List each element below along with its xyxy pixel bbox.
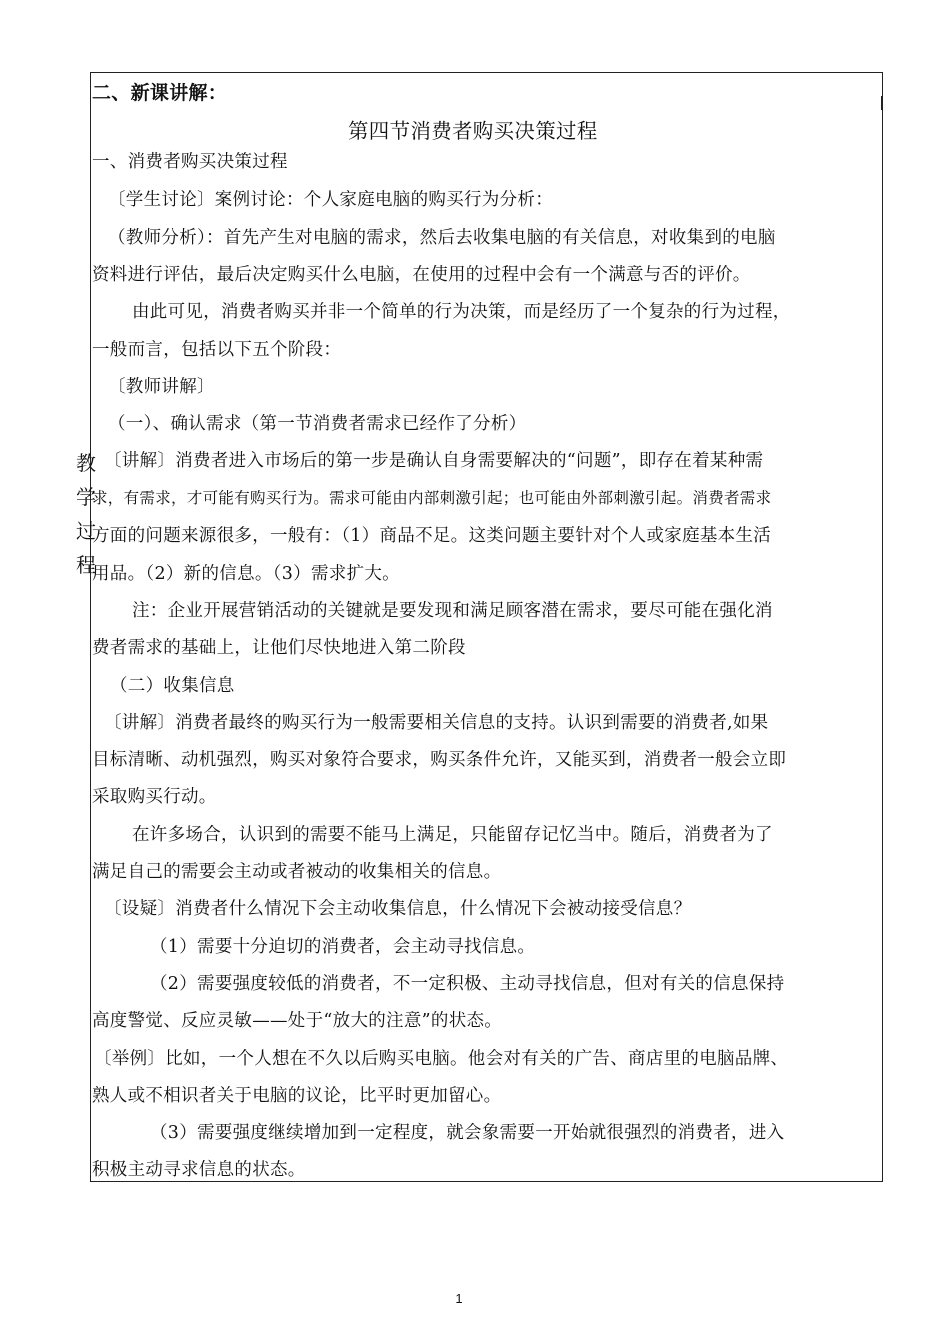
- section-heading: 二、新课讲解：: [92, 82, 228, 104]
- paragraph-line: （二）收集信息: [110, 676, 235, 696]
- paragraph-line: 〔举例〕比如，一个人想在不久以后购买电脑。他会对有关的广告、商店里的电脑品牌、: [94, 1049, 789, 1069]
- subheading: 一、消费者购买决策过程: [92, 152, 288, 172]
- paragraph-line: （1）需要十分迫切的消费者，会主动寻找信息。: [150, 937, 536, 957]
- paragraph-line: 〔学生讨论〕案例讨论：个人家庭电脑的购买行为分析：: [108, 190, 553, 210]
- paragraph-line: 资料进行评估，最后决定购买什么电脑，在使用的过程中会有一个满意与否的评价。: [92, 265, 751, 285]
- table-edge-mark: [881, 96, 883, 110]
- paragraph-line: 费者需求的基础上，让他们尽快地进入第二阶段: [92, 638, 466, 658]
- side-char: 程: [76, 553, 96, 577]
- paragraph-line: （一）、确认需求（第一节消费者需求已经作了分析）: [108, 414, 527, 434]
- paragraph-line: 方面的问题来源很多，一般有：（1）商品不足。这类问题主要针对个人或家庭基本生活: [92, 526, 772, 546]
- paragraph-line: 〔设疑〕消费者什么情况下会主动收集信息，什么情况下会被动接受信息？: [104, 899, 692, 919]
- side-char: 过: [76, 519, 96, 543]
- paragraph-line: 〔讲解〕消费者进入市场后的第一步是确认自身需要解决的“问题”，即存在着某种需: [104, 451, 764, 471]
- paragraph-line: 满足自己的需要会主动或者被动的收集相关的信息。: [92, 862, 502, 882]
- paragraph-line: 由此可见，消费者购买并非一个简单的行为决策，而是经历了一个复杂的行为过程，: [132, 302, 791, 322]
- paragraph-line: 用品。（2）新的信息。（3）需求扩大。: [92, 564, 400, 584]
- paragraph-line: 在许多场合，认识到的需要不能马上满足，只能留存记忆当中。随后，消费者为了: [132, 825, 773, 845]
- paragraph-line: 高度警觉、反应灵敏——处于“放大的注意”的状态。: [92, 1011, 503, 1031]
- paragraph-line: 目标清晰、动机强烈，购买对象符合要求，购买条件允许，又能买到，消费者一般会立即: [92, 750, 787, 770]
- paragraph-line: 一般而言，包括以下五个阶段：: [92, 340, 342, 360]
- paragraph-line: 〔讲解〕消费者最终的购买行为一般需要相关信息的支持。认识到需要的消费者,如果: [104, 713, 769, 733]
- paragraph-line: 注：企业开展营销活动的关键就是要发现和满足顾客潜在需求，要尽可能在强化消: [132, 601, 773, 621]
- paragraph-line: 采取购买行动。: [92, 787, 217, 807]
- paragraph-line: （2）需要强度较低的消费者，不一定积极、主动寻找信息，但对有关的信息保持: [150, 974, 785, 994]
- paragraph-line: （教师分析）：首先产生对电脑的需求，然后去收集电脑的有关信息，对收集到的电脑: [108, 228, 776, 248]
- paragraph-line: 积极主动寻求信息的状态。: [92, 1160, 306, 1180]
- page-title: 第四节消费者购买决策过程: [348, 119, 598, 143]
- paragraph-line: 熟人或不相识者关于电脑的议论，比平时更加留心。: [92, 1086, 502, 1106]
- side-char: 教: [76, 451, 96, 475]
- page-number: 1: [455, 1291, 463, 1306]
- paragraph-line: （3）需要强度继续增加到一定程度，就会象需要一开始就很强烈的消费者，进入: [150, 1123, 785, 1143]
- paragraph-line: 求，有需求，才可能有购买行为。需求可能由内部刺激引起；也可能由外部刺激引起。消费者需求: [92, 489, 772, 507]
- side-char: 学: [76, 485, 96, 509]
- paragraph-line: 〔教师讲解〕: [108, 377, 215, 397]
